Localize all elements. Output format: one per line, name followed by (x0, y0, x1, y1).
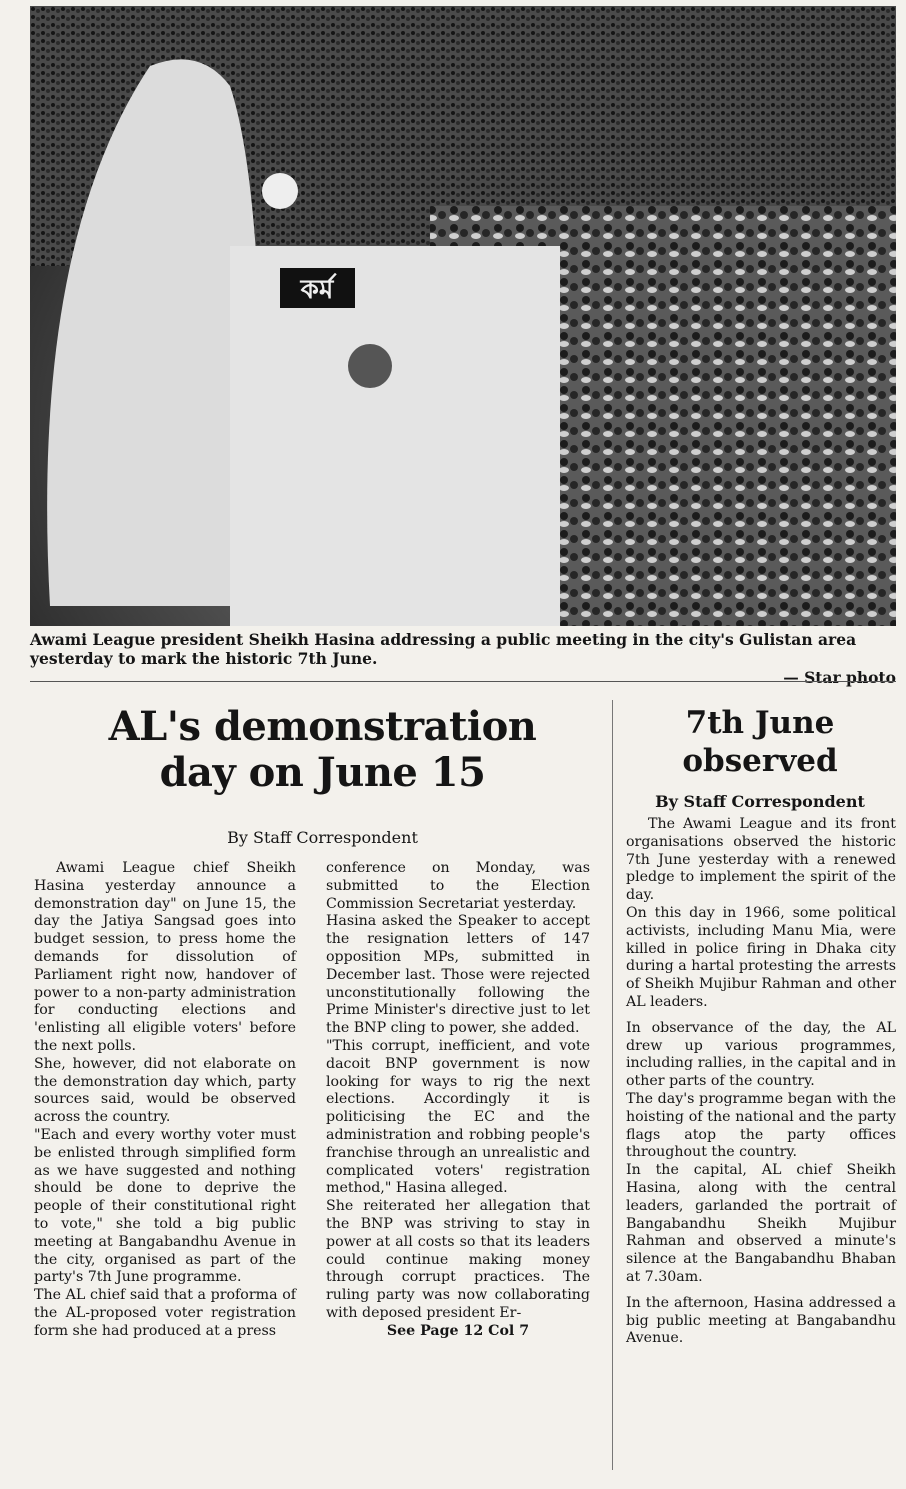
paragraph: "Each and every worthy voter must be enlisted through simplified form as we have suggested and nothing should be done to deprive the people of their constitutional right to vote," she told a big public meeting at Bangabandhu Avenue in the city, organised as part of the party's 7th June programme. (34, 1126, 296, 1286)
podium-sign: কর্ম (300, 275, 334, 305)
main-headline (30, 704, 615, 796)
paragraph: She reiterated her allegation that the BNP was striving to stay in power at all costs so that its leaders could continue making money through corrupt practices. The ruling party was now collaborating with deposed president Er- (326, 1198, 590, 1321)
paragraph: conference on Monday, was submitted to the Election Commission Secretariat yesterday. (326, 860, 590, 912)
paragraph: In observance of the day, the AL drew up various programmes, including rallies, in the capital and in other parts of the country. (626, 1019, 896, 1090)
main-headline-line2: day on June 15 (159, 749, 486, 796)
continued-jump: See Page 12 Col 7 (386, 1322, 530, 1339)
side-headline-line1: 7th June (685, 705, 835, 741)
photo-credit: — Star photo (783, 668, 896, 687)
side-headline (620, 704, 900, 780)
divider (30, 681, 896, 682)
main-headline-line1: AL's demonstration (108, 703, 537, 750)
paragraph: Awami League chief Sheikh Hasina yesterday announce a demonstration day" on June 15, the day the Jatiya Sangsad goes into budget session, to press home the demands for dissolution of Parliament right now, handover of power to a non-party administration for conducting elections and 'enlisting all eligible voters' before the next polls. (34, 860, 296, 1054)
news-photo (30, 6, 896, 626)
side-headline-line2: observed (682, 743, 838, 779)
paragraph: In the afternoon, Hasina addressed a big public meeting at Bangabandhu Avenue. (626, 1294, 896, 1347)
paragraph: The Awami League and its front organisations observed the historic 7th June yesterday with a renewed pledge to implement the spirit of the day. (626, 816, 896, 904)
paragraph: On this day in 1966, some political activists, including Manu Mia, were killed in police firing in Dhaka city during a hartal protesting the arrests of Sheikh Mujibur Rahman and other AL leaders. (626, 904, 896, 1010)
paragraph: She, however, did not elaborate on the demonstration day which, party sources said, would be observed across the country. (34, 1055, 296, 1126)
column-rule (612, 700, 613, 1470)
crowd-photo-illustration (30, 6, 896, 626)
photo-caption (30, 630, 896, 687)
paragraph: The day's programme began with the hoisting of the national and the party flags atop the party offices throughout the country. (626, 1090, 896, 1161)
main-byline: By Staff Correspondent (227, 828, 418, 847)
paragraph: The AL chief said that a proforma of the AL-proposed voter registration form she had produced at a press (34, 1287, 296, 1339)
main-column-1 (34, 860, 296, 1341)
paragraph: "This corrupt, inefficient, and vote dacoit BNP government is now looking for ways to rig the next elections. Accordingly it is politicising the EC and the administration and robbing people's franchise through an unrealistic and complicated voters' registration method," Hasina alleged. (326, 1037, 590, 1197)
side-column (626, 816, 896, 1348)
caption-text: Awami League president Sheikh Hasina addressing a public meeting in the city's Gulistan area yesterday to mark the historic 7th June. (30, 630, 857, 668)
paragraph: In the capital, AL chief Sheikh Hasina, along with the central leaders, garlanded the portrait of Bangabandhu Sheikh Mujibur Rahman and observed a minute's silence at the Bangabandhu Bhaban at 7.30am. (626, 1162, 896, 1285)
main-column-2 (326, 860, 590, 1341)
side-byline: By Staff Correspondent (655, 792, 865, 811)
paragraph: Hasina asked the Speaker to accept the resignation letters of 147 opposition MPs, submitted in December last. Those were rejected unconstitutionally following the Prime Minister's directive just to let the BNP cling to power, she added. (326, 913, 590, 1037)
